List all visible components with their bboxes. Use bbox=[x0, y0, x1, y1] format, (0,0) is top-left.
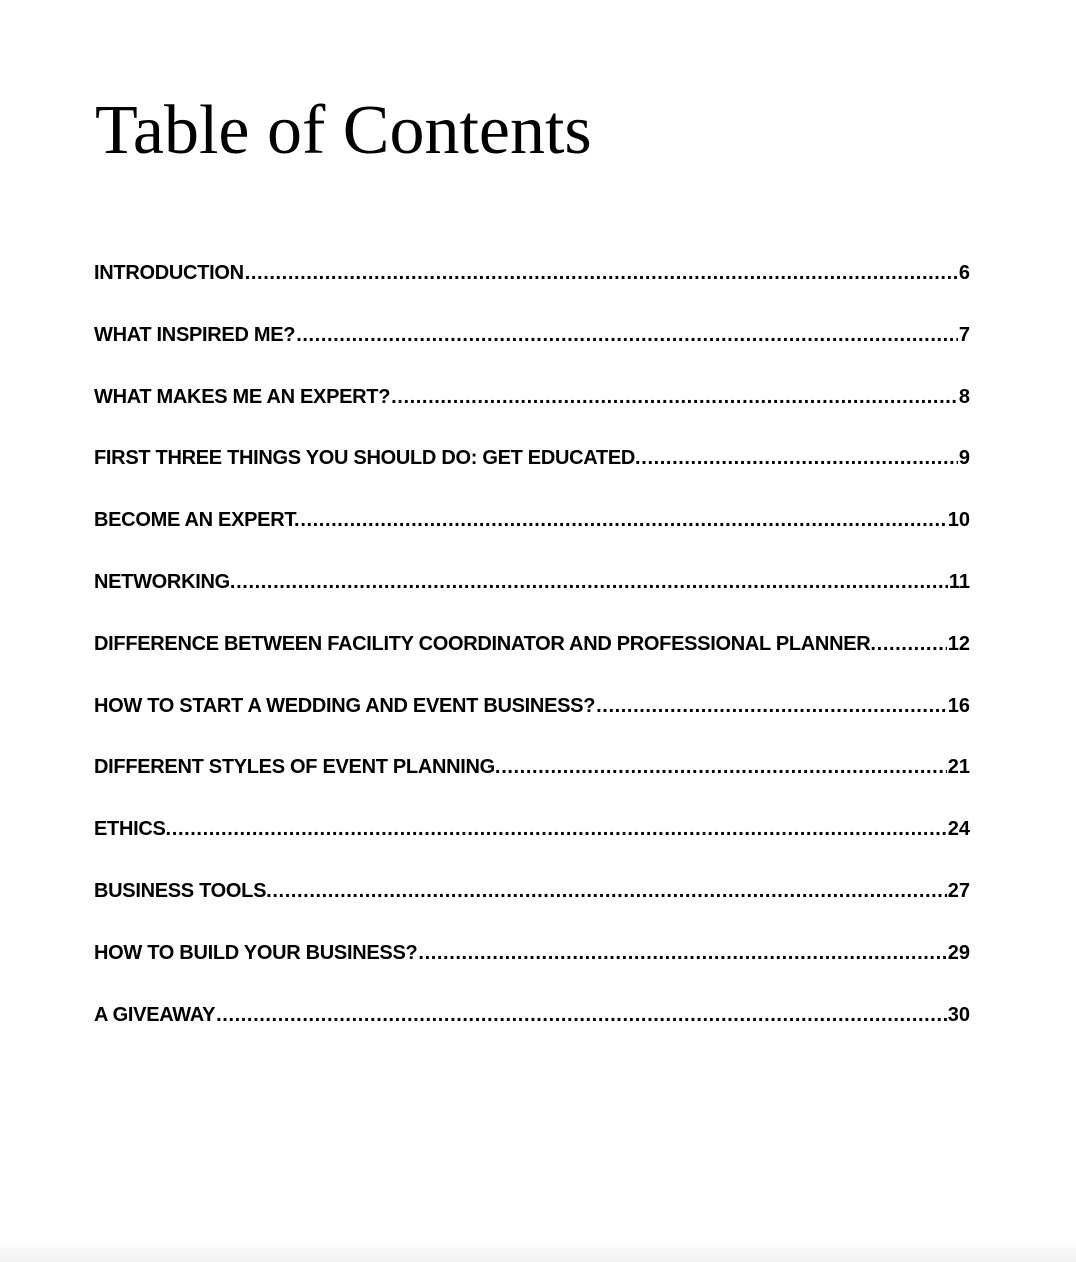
toc-entry-label: WHAT INSPIRED ME? bbox=[94, 323, 296, 346]
toc-entry-label: BUSINESS TOOLS. bbox=[94, 879, 272, 902]
toc-dot-leader bbox=[641, 447, 958, 470]
toc-dot-leader bbox=[300, 509, 946, 532]
toc-dot-leader bbox=[296, 324, 958, 347]
toc-dot-leader bbox=[245, 262, 958, 285]
toc-entry[interactable] bbox=[94, 756, 970, 818]
toc-entry[interactable] bbox=[94, 386, 970, 448]
toc-entry-label: NETWORKING. bbox=[94, 570, 236, 593]
toc-entry-page-number: 10 bbox=[947, 509, 970, 532]
toc-entry-label: INTRODUCTION bbox=[94, 262, 244, 284]
toc-entry-page-number: 24 bbox=[947, 818, 970, 841]
toc-entry[interactable] bbox=[94, 571, 970, 633]
toc-entry-label: DIFFERENT STYLES OF EVENT PLANNING. bbox=[94, 756, 501, 779]
toc-entry-page-number: 11 bbox=[948, 570, 970, 593]
toc-dot-leader bbox=[501, 756, 947, 779]
toc-entry[interactable] bbox=[94, 262, 970, 324]
toc-entry-label: DIFFERENCE BETWEEN FACILITY COORDINATOR AND PROFESSIONAL PLANNER. bbox=[94, 632, 876, 655]
toc-entry[interactable] bbox=[94, 695, 970, 757]
toc-entry[interactable] bbox=[94, 633, 970, 695]
toc-entry-label: HOW TO START A WEDDING AND EVENT BUSINESS? bbox=[94, 694, 596, 717]
toc-entry-page-number: 30 bbox=[947, 1003, 970, 1026]
toc-entry-label: ETHICS. bbox=[94, 818, 171, 841]
toc-entry-page-number: 12 bbox=[947, 632, 970, 655]
toc-entry-page-number: 27 bbox=[947, 879, 970, 902]
toc-dot-leader bbox=[236, 571, 948, 594]
toc-dot-leader bbox=[216, 1004, 947, 1027]
toc-dot-leader bbox=[391, 386, 958, 409]
page-bottom-shadow bbox=[0, 1240, 1076, 1262]
toc-entry-label: A GIVEAWAY bbox=[94, 1003, 216, 1026]
toc-dot-leader bbox=[596, 695, 947, 718]
toc-dot-leader bbox=[418, 942, 946, 965]
toc-dot-leader bbox=[877, 633, 947, 656]
toc-entry-page-number: 6 bbox=[958, 262, 970, 284]
toc-entry-page-number: 8 bbox=[958, 385, 970, 408]
toc-dot-leader bbox=[172, 818, 947, 841]
toc-entry[interactable] bbox=[94, 880, 970, 942]
toc-entry[interactable] bbox=[94, 509, 970, 571]
toc-entry-page-number: 21 bbox=[947, 756, 970, 779]
toc-entry[interactable] bbox=[94, 1004, 970, 1066]
toc-entry[interactable] bbox=[94, 942, 970, 1004]
toc-entry[interactable] bbox=[94, 818, 970, 880]
toc-entry-page-number: 29 bbox=[947, 941, 970, 964]
toc-entry-page-number: 7 bbox=[958, 323, 970, 346]
toc-entry-page-number: 9 bbox=[958, 447, 970, 470]
toc-dot-leader bbox=[272, 880, 946, 903]
toc-entry-label: WHAT MAKES ME AN EXPERT? bbox=[94, 385, 391, 408]
toc-entry[interactable] bbox=[94, 447, 970, 509]
toc-entry-label: BECOME AN EXPERT. bbox=[94, 509, 300, 532]
toc-entry-page-number: 16 bbox=[947, 694, 970, 717]
toc-entry-label: FIRST THREE THINGS YOU SHOULD DO: GET EDUCATED. bbox=[94, 447, 641, 470]
toc-list bbox=[94, 262, 970, 1065]
toc-entry[interactable] bbox=[94, 324, 970, 386]
toc-entry-label: HOW TO BUILD YOUR BUSINESS? bbox=[94, 941, 418, 964]
page-title: Table of Contents bbox=[95, 92, 592, 169]
